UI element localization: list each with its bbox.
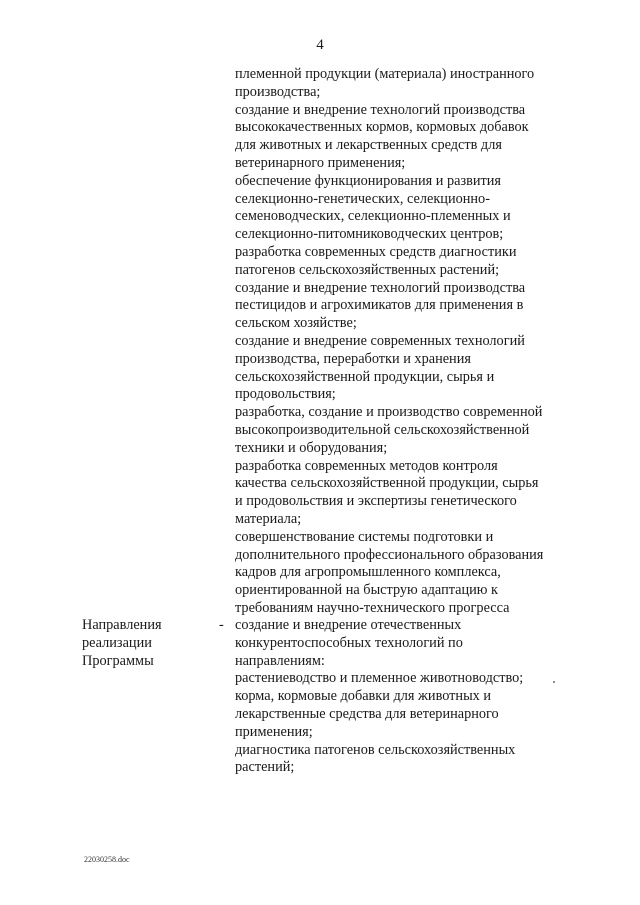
text-line: племенной продукции (материала) иностранного — [235, 66, 535, 82]
text-line: ориентированной на быструю адаптацию к — [235, 582, 499, 599]
text-line: разработка современных средств диагностики — [235, 243, 517, 260]
text-line: высококачественных кормов, кормовых добавок — [235, 119, 529, 136]
text-line: материала; — [235, 510, 302, 527]
section-dash: - — [219, 617, 224, 633]
section-label — [82, 617, 162, 670]
text-line: создание и внедрение отечественных — [235, 617, 462, 633]
page-number: 4 — [316, 37, 324, 53]
text-line: диагностика патогенов сельскохозяйственных — [235, 741, 516, 758]
text-line: растениеводство и племенное животноводство; — [235, 670, 524, 687]
scan-speck — [553, 681, 555, 683]
text-line: применения; — [235, 723, 313, 740]
text-line: селекционно-питомниководческих центров; — [235, 226, 504, 243]
text-line: семеноводческих, селекционно-племенных и — [235, 208, 511, 225]
text-line: совершенствование системы подготовки и — [235, 528, 494, 545]
text-line: лекарственные средства для ветеринарного — [235, 705, 499, 722]
text-line: продовольствия; — [235, 386, 336, 403]
text-line: разработка современных методов контроля — [235, 457, 498, 474]
section-body-text-block — [235, 617, 523, 777]
text-line: корма, кормовые добавки для животных и — [235, 688, 492, 705]
text-line: создание и внедрение технологий производства — [235, 101, 526, 118]
text-line: селекционно-генетических, селекционно- — [235, 190, 490, 207]
text-line: сельскохозяйственной продукции, сырья и — [235, 368, 495, 385]
text-line: конкурентоспособных технологий по — [235, 634, 463, 651]
text-line: патогенов сельскохозяйственных растений; — [235, 261, 500, 278]
text-line: и продовольствия и экспертизы генетического — [235, 493, 517, 510]
text-line: создание и внедрение технологий производства — [235, 279, 526, 296]
text-line: производства, переработки и хранения — [235, 350, 471, 367]
section-label-line: Направления — [82, 617, 162, 633]
text-line: для животных и лекарственных средств для — [235, 137, 502, 154]
text-line: кадров для агропромышленного комплекса, — [235, 564, 501, 581]
text-line: растений; — [235, 759, 295, 776]
text-line: дополнительного профессионального образования — [235, 546, 544, 563]
section-label-line: реализации — [82, 634, 152, 651]
continuation-text-block — [235, 66, 543, 618]
text-line: пестицидов и агрохимикатов для применения в — [235, 297, 524, 314]
text-line: техники и оборудования; — [235, 439, 388, 456]
footer-file-code: 22030258.doc — [84, 855, 130, 864]
text-line: производства; — [235, 83, 321, 100]
text-line: направлениям: — [235, 652, 325, 669]
section-label-line: Программы — [82, 652, 154, 669]
text-line: сельском хозяйстве; — [235, 315, 357, 332]
text-line: высокопроизводительной сельскохозяйственной — [235, 421, 530, 438]
text-line: ветеринарного применения; — [235, 154, 406, 171]
text-line: разработка, создание и производство современной — [235, 404, 543, 421]
text-line: создание и внедрение современных технологий — [235, 332, 525, 349]
text-line: обеспечение функционирования и развития — [235, 172, 501, 189]
text-line: требованиям научно-технического прогресса — [235, 599, 510, 616]
text-line: качества сельскохозяйственной продукции, сырья — [235, 475, 539, 492]
